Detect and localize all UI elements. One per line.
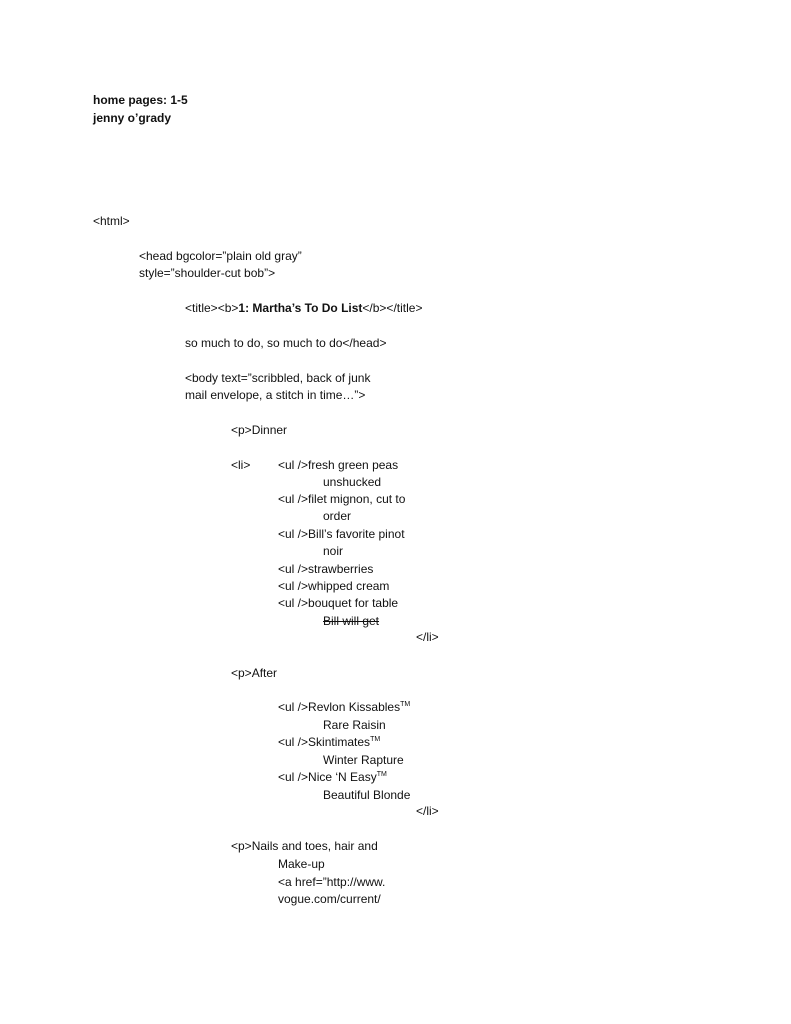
title-line (185, 300, 422, 317)
ul-tag: <ul /> (278, 562, 309, 576)
list-item-continuation: order (323, 509, 352, 523)
ul-tag: <ul /> (278, 492, 309, 506)
title-close-tag: </b></title> (362, 301, 423, 315)
list-item-text: bouquet for table (308, 596, 399, 610)
trademark-mark: TM (400, 701, 411, 708)
list-item-cream (278, 578, 389, 595)
list-item-text: Revlon Kissables (308, 700, 401, 714)
header-author: jenny o’grady (93, 111, 172, 125)
ul-tag: <ul /> (278, 770, 309, 784)
body-tag-line-2: mail envelope, a stitch in time…”> (185, 388, 366, 402)
list-item-revlon (278, 699, 410, 716)
header-line-1: home pages: 1-5 (93, 93, 188, 107)
list-item-continuation: Winter Rapture (323, 753, 404, 767)
list-item-filet (278, 491, 405, 508)
list-item-continuation: unshucked (323, 475, 382, 489)
list-item-text: whipped cream (308, 579, 390, 593)
li-close-tag: </li> (416, 630, 439, 644)
dinner-heading: <p>Dinner (231, 423, 288, 437)
after-heading: <p>After (231, 666, 278, 680)
li-close-tag: </li> (416, 804, 439, 818)
trademark-mark: TM (370, 736, 381, 743)
ul-tag: <ul /> (278, 700, 309, 714)
ul-tag: <ul /> (278, 527, 309, 541)
list-item-text: filet mignon, cut to (308, 492, 406, 506)
list-item-text: Nice ‘N Easy (308, 770, 377, 784)
head-tag-line-1: <head bgcolor=”plain old gray” (139, 249, 302, 263)
list-item-pinot (278, 526, 405, 543)
body-tag-line-1: <body text=”scribbled, back of junk (185, 371, 371, 385)
trademark-mark: TM (376, 771, 387, 778)
struck-through-note: Bill will get (323, 614, 380, 628)
list-item-text: strawberries (308, 562, 374, 576)
ul-tag: <ul /> (278, 735, 309, 749)
list-item-strawberries (278, 561, 373, 578)
nails-line: <p>Nails and toes, hair and (231, 839, 378, 853)
list-item-text: fresh green peas (308, 458, 399, 472)
makeup-line: Make-up (278, 857, 325, 871)
title-open-tag: <title><b> (185, 301, 239, 315)
head-tag-line-2: style=”shoulder-cut bob”> (139, 266, 276, 280)
list-item-peas (278, 457, 398, 474)
head-close-line: so much to do, so much to do</head> (185, 336, 387, 350)
list-item-continuation: noir (323, 544, 344, 558)
html-open-tag: <html> (93, 214, 130, 228)
list-item-text: Bill’s favorite pinot (308, 527, 405, 541)
ul-tag: <ul /> (278, 579, 309, 593)
list-item-continuation: Beautiful Blonde (323, 788, 411, 802)
poem-title: 1: Martha’s To Do List (238, 301, 363, 315)
list-item-nice-n-easy (278, 769, 387, 786)
li-open-tag: <li> (231, 458, 251, 472)
list-item-skintimates (278, 734, 380, 751)
list-item-text: Skintimates (308, 735, 371, 749)
list-item-bouquet (278, 595, 398, 612)
href-line-2: vogue.com/current/ (278, 892, 381, 906)
ul-tag: <ul /> (278, 458, 309, 472)
list-item-continuation: Rare Raisin (323, 718, 386, 732)
href-line-1: <a href=”http://www. (278, 875, 386, 889)
ul-tag: <ul /> (278, 596, 309, 610)
